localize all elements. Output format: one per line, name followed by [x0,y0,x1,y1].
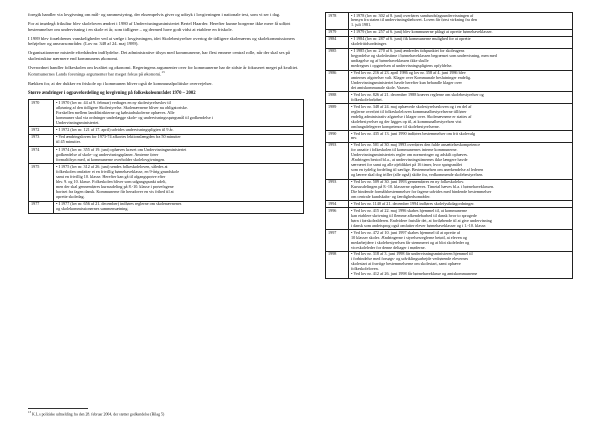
description-cell [349,230,573,252]
description-line: i dansk som andetsprog også omfatter elever børnehaveklasser og i 1.-10. klasse. [351,222,487,228]
description-cell [54,100,304,127]
paragraph: For at imødegå frikultur blev skoleloven ændret i 1980 af Undervisningsministeriet Bertel Haarder. Herefter kunne borgerne ikke mere få udført bestemmelser om undervisning i en skole et år, som tidligere – og dermed have godt vidst at etablere en friskole. [28,21,291,32]
year-cell: 1973 [29,134,54,146]
description-line: og skolekommissionernes sammensætning. [56,206,129,212]
description-line: medregnes i opgørelsen af undervisningspligtens opfyldelse. [351,63,453,69]
description-line: • Ved lov nr. 501 af 30. maj 1993 overføres den fulde ansættelseskompetence [351,142,481,148]
timeline-row [326,29,573,36]
description-cell [54,134,304,146]
paragraph: Organisationerne mistede efterhånden indflydelse. Det administrative tilsyn med kommunerne, har flest emnere central rolle, når der skal ses på skolestruktur nærmere end kommunens økonomi. [28,50,290,61]
description-line: 10 klasser skoler. Ændringerne i styrelsesreglerne betød, at eleven og [351,234,467,240]
timeline-row [29,100,304,127]
description-line: Forskellen mellem landdistrikterne og købstadsskolerne ophæves. Alle [56,109,175,115]
description-line: Die bindende formålsbestemmelser for fagene udvides med bindende bestemmelser [351,189,492,194]
description-line: om centrale kundskabs- og færdighedsområder. [351,193,431,199]
description-line: • Ved lov nr. 472 af 10. juni 1997 skabes hjemmel til at oprette af [351,229,461,235]
timeline-row [29,164,304,201]
description-line: undtagelse og af børnehaveklassen ikke skulle [351,58,429,64]
year-cell: 1977 [29,201,54,213]
description-line: • I 1984 (lov nr. 287 af 6. juni) fik kommunerne mulighed for at oprette [351,36,471,42]
description-line: skolebestyrelser og der løgges op til, at kommunalbestyrelsen vist [351,118,462,124]
year-cell: 1988 [326,92,349,104]
year-cell: 1993 [326,179,349,201]
description-line: • Ved lov nr. 415 af 22. maj 1996 skabes hjemmel til, at kommunerne [351,207,468,213]
description-cell [349,70,573,92]
footnote-text: K.L.s politiske udmelding fra den 28. februar 2004, der støtter godkendelse (Bilag 5) [31,412,165,417]
timeline-row [326,48,573,70]
section-heading: Større ændringer i ogpavefordeling og lovgivning på folkeskoleområdet 1970 – 2002 [28,91,196,97]
description-line: børn i førskolealderen. Endvidere fastslår det, at fortløbende til at give undervisning [351,217,492,223]
description-line: folkeskoleforløbet. [351,96,383,102]
timeline-row [326,142,573,179]
description-line: • Ved lov nr. 826 af 21. december 1988 kræves reglerne om skolebestyrelser og [351,91,484,97]
year-cell: 1984 [326,36,349,48]
footnote-divider [28,408,88,409]
description-cell [349,208,573,230]
description-line: Kursusdelingen på 8.-10. klasserne ophæves. Timetal hæves bl.a. i børnehaveklassen. [351,184,495,190]
year-cell: 1990 [326,131,349,143]
description-line: kommuner skal via ordninger underlægge skole- og undervisningsspørgsmål til godkendelse i [56,114,213,120]
timeline-row [326,208,573,230]
description-line: skolefritidsordninger. [351,41,387,47]
timeline-row [29,134,304,146]
description-line: samt en frivillig 10. klasse. Herefter kan gå til afgangsprøve efter [56,174,166,180]
timeline-row [326,201,573,208]
year-cell: 1985 [326,48,349,70]
description-line: bortset fra fagen dansk. Kommunerne får herudover en vis frihed til at [56,188,174,194]
timeline-row [326,92,573,104]
description-line: • Ved lov nr. 318 af 3. juni 1998 får undervisningsministeren hjemmel til [351,251,473,257]
description-line: viceskoleleder for denne deltager i møderne. [351,244,426,250]
year-cell: 1998 [326,251,349,278]
description-line: Ændringen bestod bl.a., at undervisningstimernes ikke længere havde [351,157,468,163]
year-cell: 1972 [29,127,54,134]
year-cell: 1997 [326,230,349,252]
description-line: Undervisningsministeriets regler om normeringer og adskilt ophæves. [351,152,469,158]
description-cell [54,127,304,134]
description-cell [349,142,573,179]
description-line: folkeskolen omfatter et en frivillig børnehaveklasse, en 9-årig grundskole [56,169,180,175]
year-cell: 1989 [326,104,349,131]
description-line: • Ved ændringsloven for 1973-74 afkortes lektionslængden fra 50 minutter [56,134,181,140]
left-column [28,12,304,214]
description-cell [349,201,573,208]
description-line: afløsning af den tidligere Skolestyrelse. Skolenævnene bliver nu obligatoriske. [56,104,188,110]
timeline-row [326,70,573,92]
description-line: Undervisningsministeriet. [56,119,100,125]
footnote-marker: 13 [161,70,165,74]
description-line: • I 1977 (lov nr. 656 af 21. december) indføres reglerne om skolenævnenes [56,201,182,207]
timeline-row [326,230,573,252]
paragraph: foregik handler via lovgivning om mål- og rammestyring, der eksempelvis giver og udtryk i lovgivningen i nationale test, som vi ser i dag. [28,12,281,17]
year-cell: 1978 [326,13,349,30]
description-line: det amtskommunale skole. Vaasen. [351,84,410,90]
description-line: i forbindelse med forsøgs- og udviklingsarbejde vedrørende elevernes [351,256,469,262]
year-cell: 1996 [326,208,349,230]
description-line: godkendelse af skole- og undervisningsplaner. Amterne fører [56,151,159,157]
timeline-row [29,147,304,164]
description-line: hhv. 9. og 10. klasse. Folkeskolen bliver som udgangspunkt udelt, [56,178,167,184]
footnote-number: 13 [28,410,31,414]
description-line: folkeskoleloven. [351,266,379,272]
description-line: særværet for samt og alle øjeblikket på 16 timer, hvor spørgsmålet [351,162,463,168]
description-line: • I 1970 (lov nr. 44 af 9. februar) vedtages en ny skolestyrelseslov til [56,99,171,105]
description-line: til 45 minutter. [56,139,81,145]
paragraph: Rækken for, at der dukker en friskole op i kommunen bliver også de kommunalpolitiske overvejelser. [28,80,213,86]
description-cell [349,36,573,48]
description-line: mv. [351,135,358,141]
timeline-table-right [325,12,573,279]
description-line: Undervisningsministeriet havde herefter kun behandle klager over [351,79,462,85]
description-line: • I 1978 (lov nr. 302 af 8. juni) overføres samfundsfagsundervisningen af [351,12,474,18]
paragraph: I 1989 blev forældrenes vanskeligheder ved at vælge i lovgivningen, idet Skolebestyrelser overtog de tidligere skolenævns og skolekommissioners beføjelser og ansvarsområder. (Lov nr. 348 af 24. maj 1989). [28,35,295,46]
timeline-row [29,127,304,134]
description-line: • I 1975 (lov nr. 312 af 26. juni) sendes folkeskoleloven, således at [56,164,168,170]
footnote [28,410,164,417]
timeline-row [326,36,573,48]
paragraph-text: Overordnet handler folkeskolen om kvalitet og økonomi. Regeringens argumenter over for kommunerne har de sidste år fokuseret meget på kvalitet. Kommunernes Lands forenings argumenter har meget fokus på økonomi. [28,64,299,77]
description-cell [54,201,304,213]
year-cell: 1979 [326,29,349,36]
description-line: • Ved lov nr. 509 af 30. juni 1993 gennemføres en ny folkeskolelov. [351,179,465,185]
description-line: • Ved lov nr. 412 af 26. juni 1998 får børnehaveklasse og amtskommunerne [351,271,478,277]
year-cell: 1970 [29,100,54,127]
description-cell [349,29,573,36]
year-cell: 1994 [326,201,349,208]
description-cell [349,104,573,131]
year-cell: 1975 [29,164,54,201]
description-cell [349,179,573,201]
right-column [325,12,573,279]
description-line: • Ved lov nr. 216 af 23. april 1986 og lov nr. 358 af 4. juni 1986 blev [351,70,466,76]
year-cell: 1986 [326,70,349,92]
description-line: men der skal gennemføres kursusdeling på 8.-10. klasse i prøvefagene [56,183,174,189]
description-line: amternes afgørelser valt. Klager over Kommunale beslutninger endelig. [351,74,472,80]
description-line: og lærere skal dog triller (alle også) skifte fra, vedkommende skolebestyrelsen. [351,172,484,178]
description-cell [349,13,573,30]
description-line: for ansatte i folkeskolen til kommunernes interne kommunerne. [351,147,458,153]
description-line: oprette skoledag. [56,193,85,199]
description-line: endelig administrativ afgørelse i klager over. Skolenævnene er stattes af [351,113,472,119]
description-cell [349,251,573,278]
description-cell [349,131,573,143]
paragraph-with-footnote [28,65,304,77]
description-line: skolestart at fraviige bestemmelserne om skolestart, samt ophæve [351,261,461,267]
description-line: hensyn fra staten til undervisningsbehovet. Loven får først virkning fra den [351,17,477,23]
timeline-row [326,131,573,143]
description-line: medarbejdere i skolebestyrelsen får stemmeret og at blot skoleleder og [351,239,470,245]
description-cell [349,48,573,70]
description-line: • I 1985 (lov nr. 270 af 6. juni) ændredes tidspunktet for skoleugens [351,48,465,54]
description-line: • I 1972 (lov nr. 121 af 17. april) udvides undervisningspligten til 9 år. [56,126,174,132]
description-line: reglerne overført til folkeskoleloven kommunalbestyrelserne tillfører [351,108,467,114]
description-line: kan etablere skrivning til flemme afkendebarhed til dansk hvor to sprogede [351,212,477,218]
description-line: • Ved lov nr. 348 af 24. maj ophævede skolestyrelsesloven og i en del af [351,103,472,109]
description-line: som en tydelig fordeling til særlige. Bestemmelsen om anerkendelse af lederen [351,167,484,173]
description-line: • Ved lov nr. 1140 af 21. december 1994 indføres skolefysikdagordninger. [351,200,475,206]
description-line: • I 1974 (lov nr. 355 af 19. juni) ophæves kravet om Undervisningsministeriet [56,146,187,152]
year-cell: 1974 [29,147,54,164]
timeline-row [326,179,573,201]
timeline-table-left [28,99,304,214]
description-line: • I 1979 (lov nr. 257 af 6. juni) blev kommunerne pålagt at oprette børnehaveklasser. [351,29,493,35]
description-cell [54,164,304,201]
timeline-row [326,104,573,131]
timeline-row [326,13,573,30]
year-cell: 1993 [326,142,349,179]
description-line: formaltilsyn med, at kommunerne overholder skolelovgivningen. [56,156,166,162]
description-cell [349,92,573,104]
timeline-row [326,251,573,278]
description-line: 1. juli 1981. [351,22,372,28]
description-cell [54,147,304,164]
description-line: • Ved lov nr. 435 af 13. juni 1990 indføres bestemmelser om frit skolevalg [351,130,476,136]
description-line: begyndelse og skoleårstime i børnehaveklassen begrænset som undervisning, men med [351,53,497,59]
timeline-row [29,201,304,213]
description-line: omfangsdelegerer kompetence til skolebestyrelserne. [351,123,440,129]
